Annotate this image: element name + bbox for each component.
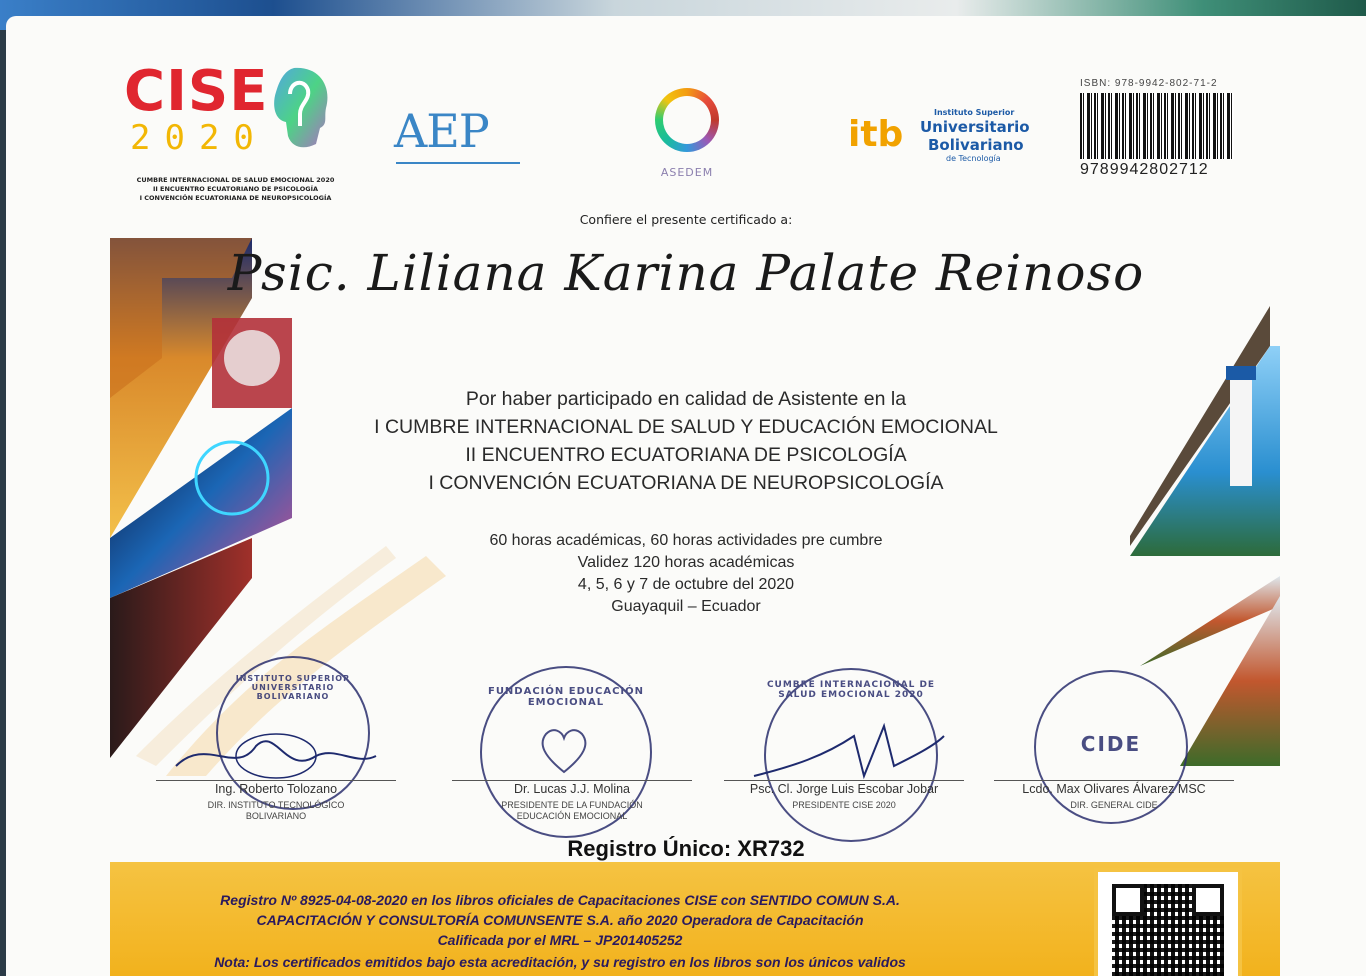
participation-line-4: I CONVENCIÓN ECUATORIANA DE NEUROPSICOLOGÍA — [428, 472, 944, 494]
cise-logo-line1: CUMBRE INTERNACIONAL DE SALUD EMOCIONAL 2020 — [136, 176, 335, 184]
cise-logo — [124, 59, 344, 214]
registration-footer — [110, 862, 1280, 976]
itb-logo-line2: Universitario — [920, 118, 1030, 136]
signatory-name: Lcdo. Max Olivares Álvarez MSC — [1022, 782, 1206, 796]
participation-line-1: Por haber participado en calidad de Asistente en la — [465, 388, 907, 410]
cise-logo-line2: II ENCUENTRO ECUATORIANO DE PSICOLOGÍA — [152, 185, 319, 193]
stamp-text-3: CUMBRE INTERNACIONAL DE SALUD EMOCIONAL 2020 — [766, 680, 936, 700]
participation-line-2: I CUMBRE INTERNACIONAL DE SALUD Y EDUCACIÓN EMOCIONAL — [374, 416, 998, 438]
asedem-logo — [642, 88, 732, 188]
head-profile-icon — [264, 64, 334, 160]
signatory-role — [994, 800, 1234, 811]
signature-line — [994, 780, 1234, 781]
handwritten-signature-icon — [734, 716, 954, 786]
isbn-barcode — [1080, 78, 1240, 198]
isbn-label: ISBN: 978-9942-802-71-2 — [1080, 78, 1218, 89]
participation-line-3: II ENCUENTRO ECUATORIANA DE PSICOLOGÍA — [465, 444, 907, 466]
signatory-role-line1: PRESIDENTE DE LA FUNDACIÓN — [501, 800, 643, 810]
stamp-text-1: INSTITUTO SUPERIOR UNIVERSITARIO BOLIVARIANO — [235, 674, 351, 701]
signature-line — [156, 780, 396, 781]
footer-line-3: Calificada por el MRL – JP201405252 — [437, 932, 683, 948]
itb-logo-line4: de Tecnología — [946, 154, 1001, 163]
detail-location: Guayaquil – Ecuador — [611, 598, 761, 615]
signatory-role — [452, 800, 692, 822]
signatory-name: Psc. Cl. Jorge Luis Escobar Jobar — [749, 782, 939, 796]
footer-line-1: Registro Nº 8925-04-08-2020 en los libros oficiales de Capacitaciones CISE con SENTIDO COMUN S.A. — [220, 892, 900, 908]
recipient-name: Psic. Liliana Karina Palate Reinoso — [227, 244, 1145, 302]
footer-line-2: CAPACITACIÓN Y CONSULTORÍA COMUNSENTE S.A. año 2020 Operadora de Capacitación — [256, 912, 864, 928]
isbn-number: 9789942802712 — [1080, 161, 1209, 178]
itb-logo — [848, 108, 1048, 170]
registro-unico: Registro Único: XR732 — [567, 836, 805, 861]
qr-finder-icon — [1112, 884, 1144, 916]
stamp-text-4: CIDE — [1080, 732, 1142, 756]
detail-dates: 4, 5, 6 y 7 de octubre del 2020 — [577, 576, 795, 593]
itb-logo-line3: Bolivariano — [928, 136, 1024, 154]
qr-finder-icon — [1192, 884, 1224, 916]
cise-logo-year: 2020 — [130, 118, 268, 158]
signatory-role-line1: DIR. INSTITUTO TECNOLÓGICO — [207, 800, 345, 810]
confiere-text: Confiere el presente certificado a: — [579, 212, 793, 227]
aep-logo — [394, 104, 524, 184]
signatory-role-line2: EDUCACIÓN EMOCIONAL — [516, 811, 628, 821]
signatory-name: Dr. Lucas J.J. Molina — [513, 782, 630, 796]
itb-logo-mark: itb — [848, 114, 904, 155]
certificate-sheet — [6, 16, 1366, 976]
itb-logo-line1: Instituto Superior — [934, 108, 1015, 117]
stamp-text-2: FUNDACIÓN EDUCACIÓN EMOCIONAL — [487, 686, 645, 708]
heart-icon — [534, 720, 594, 780]
signature-line — [452, 780, 692, 781]
detail-hours: 60 horas académicas, 60 horas actividades pre cumbre — [489, 532, 883, 549]
footer-line-4: Nota: Los certificados emitidos bajo esta acreditación, y su registro en los libros son los únicos validos — [214, 954, 906, 970]
signatory-role-line1: DIR. GENERAL CIDE — [1070, 800, 1158, 810]
qr-code — [1094, 868, 1242, 976]
aep-logo-text: AEP — [394, 104, 489, 158]
signature-line — [724, 780, 964, 781]
aep-logo-underline — [396, 162, 520, 164]
signatory-role-line2: BOLIVARIANO — [245, 811, 307, 821]
cise-logo-line3: I CONVENCIÓN ECUATORIANA DE NEUROPSICOLOGÍA — [139, 194, 332, 202]
asedem-logo-text: ASEDEM — [660, 166, 714, 179]
signatory-role-line1: PRESIDENTE CISE 2020 — [792, 800, 896, 810]
signatory-name: Ing. Roberto Tolozano — [214, 782, 338, 796]
barcode-icon — [1080, 93, 1234, 159]
handwritten-signature-icon — [166, 726, 386, 786]
detail-validity: Validez 120 horas académicas — [577, 554, 795, 571]
signatory-role — [156, 800, 396, 822]
cise-logo-word: CISE — [124, 59, 269, 124]
signatory-role — [724, 800, 964, 811]
asedem-ring-icon — [655, 88, 719, 152]
